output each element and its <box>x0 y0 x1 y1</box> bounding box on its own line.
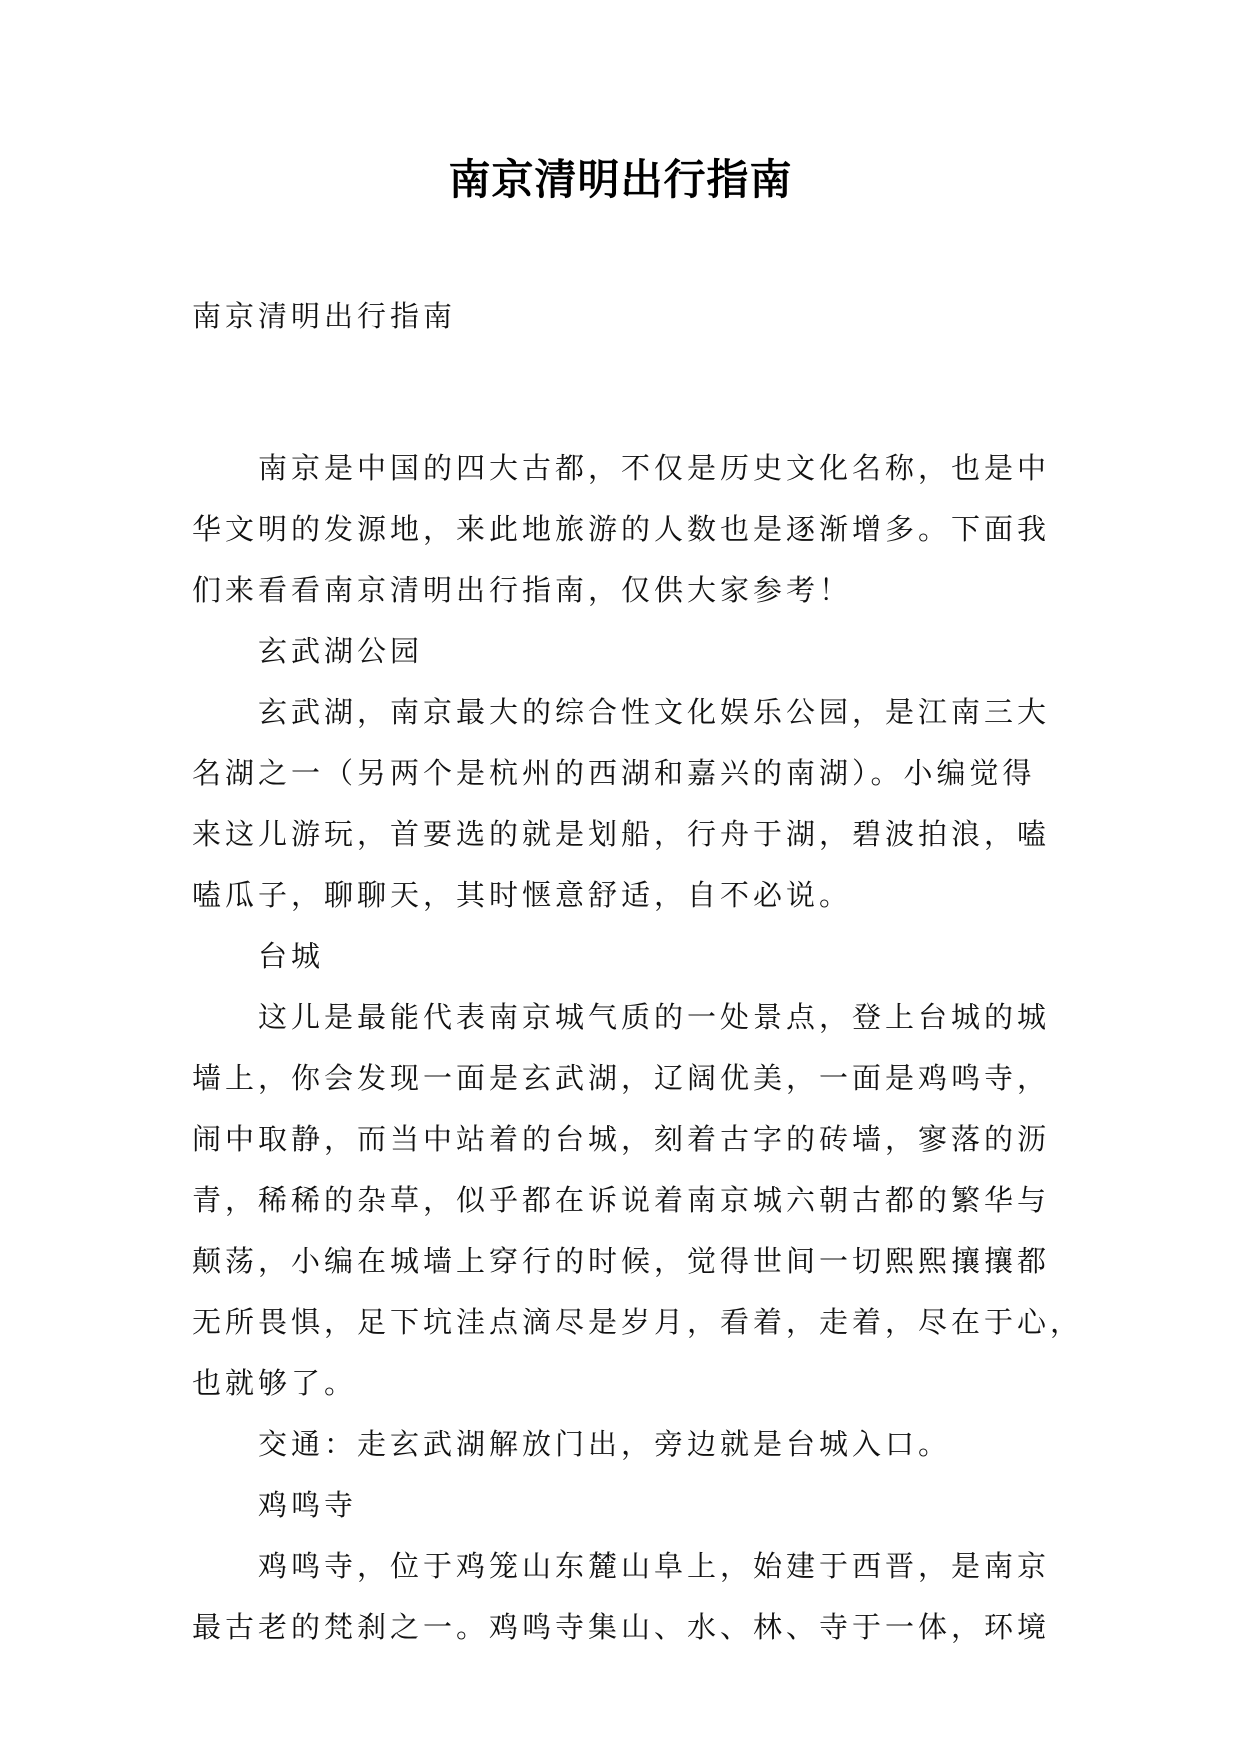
xuanwu-line-4: 嗑瓜子，聊聊天，其时惬意舒适，自不必说。 <box>192 878 853 912</box>
document-subtitle: 南京清明出行指南 <box>192 299 457 333</box>
document-title: 南京清明出行指南 <box>448 155 793 204</box>
xuanwu-line-1: 玄武湖，南京最大的综合性文化娱乐公园，是江南三大 <box>258 695 1051 729</box>
taicheng-line-4: 青，稀稀的杂草，似乎都在诉说着南京城六朝古都的繁华与 <box>192 1183 1051 1217</box>
section-heading-xuanwu-lake: 玄武湖公园 <box>258 634 424 668</box>
taicheng-line-5: 颠荡，小编在城墙上穿行的时候，觉得世间一切熙熙攘攘都 <box>192 1244 1051 1278</box>
paragraph-gap <box>192 347 1064 438</box>
intro-line-3: 们来看看南京清明出行指南，仅供大家参考！ <box>192 573 853 607</box>
xuanwu-line-3: 来这儿游玩，首要选的就是划船，行舟于湖，碧波拍浪，嗑 <box>192 817 1051 851</box>
jiming-line-1: 鸡鸣寺，位于鸡笼山东麓山阜上，始建于西晋，是南京 <box>258 1549 1051 1583</box>
taicheng-line-1: 这儿是最能代表南京城气质的一处景点，登上台城的城 <box>258 1000 1051 1034</box>
taicheng-line-6: 无所畏惧，足下坑洼点滴尽是岁月，看着，走着，尽在于心， <box>192 1305 1084 1339</box>
section-heading-taicheng: 台城 <box>258 939 325 973</box>
taicheng-line-7: 也就够了。 <box>192 1366 358 1400</box>
intro-line-2: 华文明的发源地，来此地旅游的人数也是逐渐增多。下面我 <box>192 512 1051 546</box>
taicheng-line-2: 墙上，你会发现一面是玄武湖，辽阔优美，一面是鸡鸣寺， <box>192 1061 1051 1095</box>
intro-line-1: 南京是中国的四大古都，不仅是历史文化名称，也是中 <box>258 451 1051 485</box>
taicheng-line-3: 闹中取静，而当中站着的台城，刻着古字的砖墙，寥落的沥 <box>192 1122 1051 1156</box>
section-heading-jiming-temple: 鸡鸣寺 <box>258 1488 358 1522</box>
taicheng-transport: 交通：走玄武湖解放门出，旁边就是台城入口。 <box>258 1427 952 1461</box>
jiming-line-2: 最古老的梵刹之一。鸡鸣寺集山、水、林、寺于一体，环境 <box>192 1610 1051 1644</box>
xuanwu-line-2: 名湖之一（另两个是杭州的西湖和嘉兴的南湖）。小编觉得 <box>192 756 1036 790</box>
document-body <box>192 286 1084 1658</box>
